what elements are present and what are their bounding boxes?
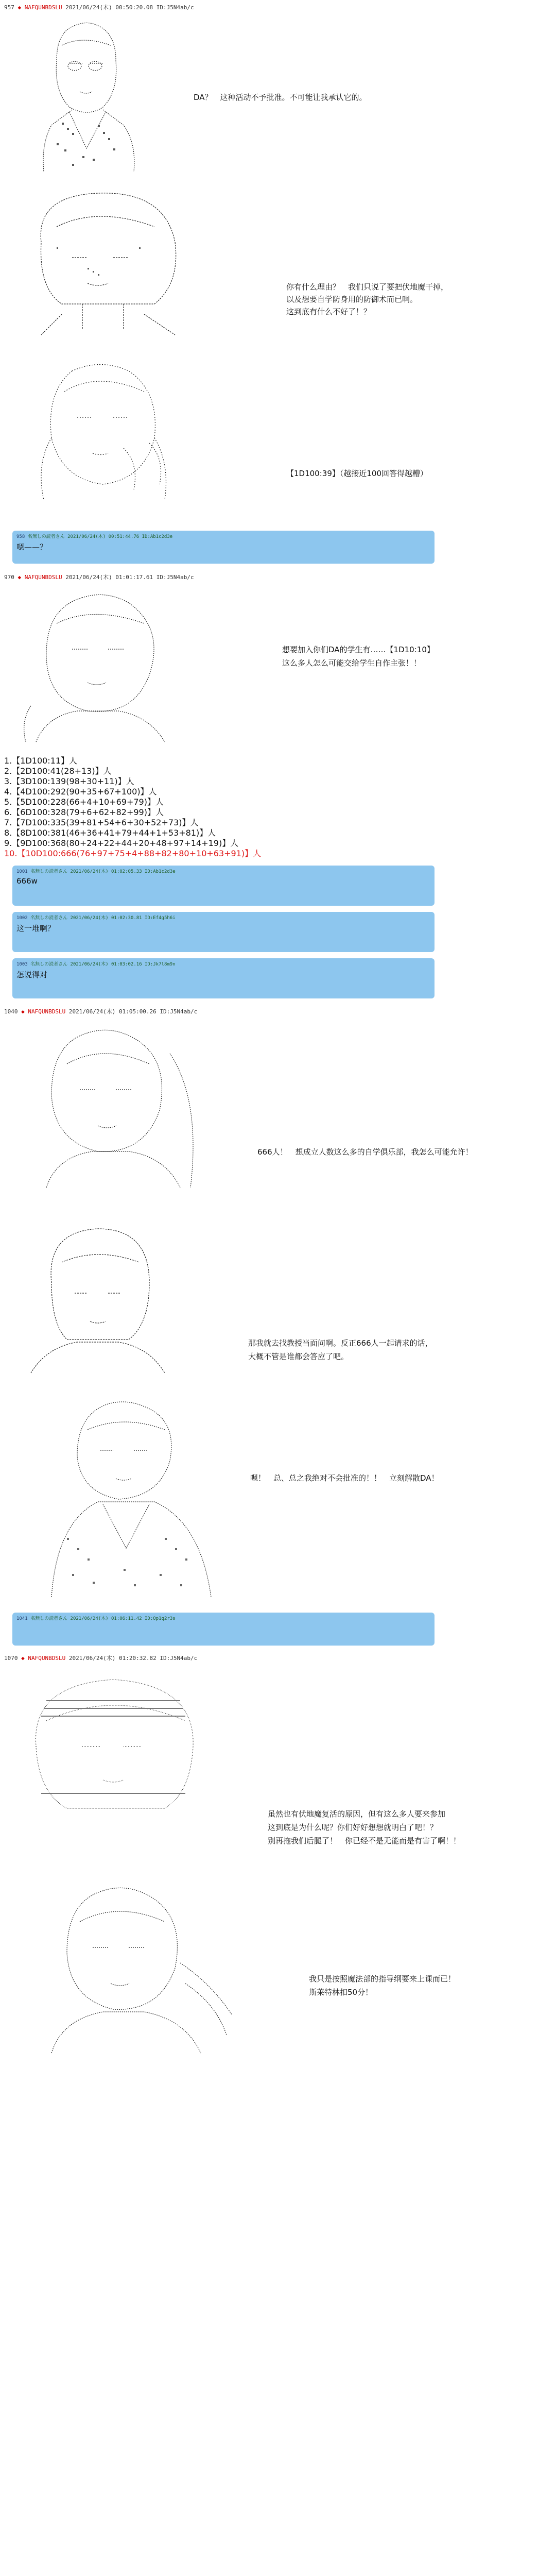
reply-meta (12, 866, 435, 874)
dialogue-line: 别再拖我们后腿了！ 你已经不是无能而是有害了啊！！ (268, 1836, 461, 1845)
trip-diamond-icon: ◆ (18, 574, 22, 581)
reply-meta (12, 912, 435, 921)
post-header (4, 1007, 197, 1015)
tally-line: 4.【4D100:292(90+35+67+100)】人 (4, 787, 157, 796)
trip-diamond-icon: ◆ (21, 1655, 25, 1662)
dice-tally-list (4, 756, 261, 859)
reply-text: 怎说得对 (16, 970, 48, 979)
dialogue-line: 斯莱特林扣50分！ (309, 1988, 373, 1997)
dialogue-line: 嗯！ 总、总之我绝对不会批准的！！ 立刻解散DA！ (250, 1473, 439, 1483)
tally-line: 3.【3D100:139(98+30+11)】人 (4, 776, 134, 786)
post-timestamp: 2021/06/24(木) 01:01:17.61 ID:J5N4ab/c (65, 574, 194, 581)
reply-number[interactable]: 1041 (16, 1616, 28, 1621)
dice-result-line: 【1D100:39】（越接近100回答得越糟） (286, 469, 428, 478)
tally-line: 8.【8D100:381(46+36+41+79+44+1+53+81)】人 (4, 828, 216, 838)
dialogue-line: DA？ 这种活动不予批准。不可能让我承认它的。 (194, 93, 367, 102)
aa-frame-umbridge-4 (15, 1023, 211, 1193)
reply-meta (12, 531, 435, 539)
reply-text: 这一堆啊？ (16, 924, 56, 933)
post-number: 1070 (4, 1655, 18, 1662)
poster-name[interactable]: NAFQUNBDSLU (24, 4, 62, 11)
reply-number[interactable]: 1003 (16, 962, 28, 967)
reply-name: 名無しの読者さん (30, 1616, 68, 1621)
dialogue-line: 这么多人怎么可能交给学生自作主张！！ (282, 658, 422, 668)
reply-box (12, 958, 435, 998)
reply-text: 666w (16, 876, 38, 886)
reply-timestamp: 2021/06/24(木) 00:51:44.76 ID:Ab1c2d3e (67, 534, 173, 539)
reply-box (12, 866, 435, 906)
dialogue-line: 这到底有什么不好了！？ (286, 307, 372, 316)
ascii-art-figure (10, 1211, 180, 1376)
ascii-art-figure (21, 14, 154, 174)
reply-box (12, 1613, 435, 1646)
reply-name: 名無しの読者さん (30, 962, 68, 967)
ascii-art-figure (26, 1880, 242, 2056)
aa-frame-harry-2 (10, 1211, 180, 1376)
aa-frame-umbridge-6 (26, 1880, 242, 2056)
tally-line: 5.【5D100:228(66+4+10+69+79)】人 (4, 797, 164, 807)
post-header (4, 573, 194, 581)
post-number: 957 (4, 4, 14, 11)
tally-line: 2.【2D100:41(28+13)】人 (4, 766, 112, 776)
reply-timestamp: 2021/06/24(木) 01:03:02.16 ID:Jk7l8m9n (70, 962, 176, 967)
dialogue-line: 想要加入你们DA的学生有……【1D10:10】 (282, 645, 435, 654)
reply-name: 名無しの読者さん (27, 534, 65, 539)
reply-meta (12, 1613, 435, 1621)
reply-box (12, 531, 435, 564)
trip-diamond-icon: ◆ (21, 1008, 25, 1015)
poster-name[interactable]: NAFQUNBDSLU (28, 1655, 66, 1662)
aa-frame-harry-3 (15, 1669, 211, 1824)
reply-timestamp: 2021/06/24(木) 01:02:05.33 ID:Ab1c2d3e (70, 869, 176, 874)
post-timestamp: 2021/06/24(木) 01:20:32.82 ID:J5N4ab/c (68, 1655, 198, 1662)
tally-line: 7.【7D100:335(39+81+54+6+30+52+73)】人 (4, 818, 199, 827)
reply-number[interactable]: 1002 (16, 916, 28, 921)
poster-name[interactable]: NAFQUNBDSLU (24, 574, 62, 581)
tally-line-highlight: 10.【10D100:666(76+97+75+4+88+82+80+10+63+91)】人 (4, 849, 262, 858)
ascii-art-figure (10, 180, 196, 340)
reply-text (12, 1621, 435, 1623)
aa-frame-umbridge-1 (21, 14, 154, 174)
tally-line: 6.【6D100:328(79+6+62+82+99)】人 (4, 807, 164, 817)
ascii-art-figure (15, 587, 185, 747)
post-number: 970 (4, 574, 14, 581)
reply-box (12, 912, 435, 952)
dialogue-line: 我只是按照魔法部的指导纲要来上课而已！ (309, 1974, 456, 1984)
dialogue-line: 以及想要自学防身用的防御术而已啊。 (286, 295, 418, 304)
reply-timestamp: 2021/06/24(木) 01:06:11.42 ID:Op1q2r3s (70, 1616, 176, 1621)
reply-text: 嗯——？ (16, 543, 48, 552)
tally-line: 1.【1D100:11】人 (4, 756, 78, 766)
post-header (4, 3, 194, 11)
aa-frame-umbridge-3 (15, 587, 185, 747)
post-number: 1040 (4, 1008, 18, 1015)
dialogue-line: 这到底是为什么呢？你们好好想想就明白了吧！？ (268, 1823, 438, 1832)
tally-line: 9.【9D100:368(80+24+22+44+20+48+97+14+19)】人 (4, 838, 239, 848)
dialogue-line: 你有什么理由？ 我们只说了要把伏地魔干掉， (286, 282, 449, 292)
post-header (4, 1654, 197, 1662)
post-timestamp: 2021/06/24(木) 00:50:20.08 ID:J5N4ab/c (65, 4, 194, 11)
aa-frame-umbridge-5 (31, 1394, 237, 1600)
aa-frame-umbridge-2 (15, 350, 185, 505)
ascii-art-figure (15, 350, 185, 505)
aa-frame-harry-1 (10, 180, 196, 340)
reply-number[interactable]: 958 (16, 534, 25, 539)
reply-timestamp: 2021/06/24(木) 01:02:30.81 ID:Ef4g5h6i (70, 916, 176, 921)
ascii-art-figure (15, 1023, 211, 1193)
dialogue-line: 那我就去找教授当面问啊。反正666人一起请求的话， (248, 1338, 433, 1348)
reply-number[interactable]: 1001 (16, 869, 28, 874)
reply-name: 名無しの読者さん (30, 916, 68, 921)
ascii-art-figure (15, 1669, 211, 1824)
reply-meta (12, 958, 435, 967)
ascii-art-figure (31, 1394, 237, 1600)
reply-name: 名無しの読者さん (30, 869, 68, 874)
dialogue-line: 虽然也有伏地魔复活的原因，但有这么多人要来参加 (268, 1809, 446, 1819)
post-timestamp: 2021/06/24(木) 01:05:00.26 ID:J5N4ab/c (68, 1008, 198, 1015)
poster-name[interactable]: NAFQUNBDSLU (28, 1008, 66, 1015)
dialogue-line: 666人！ 想成立人数这么多的自学俱乐部，我怎么可能允许！ (257, 1147, 473, 1157)
dialogue-line: 大概不管是谁都会答应了吧。 (248, 1352, 349, 1361)
trip-diamond-icon: ◆ (18, 4, 22, 11)
